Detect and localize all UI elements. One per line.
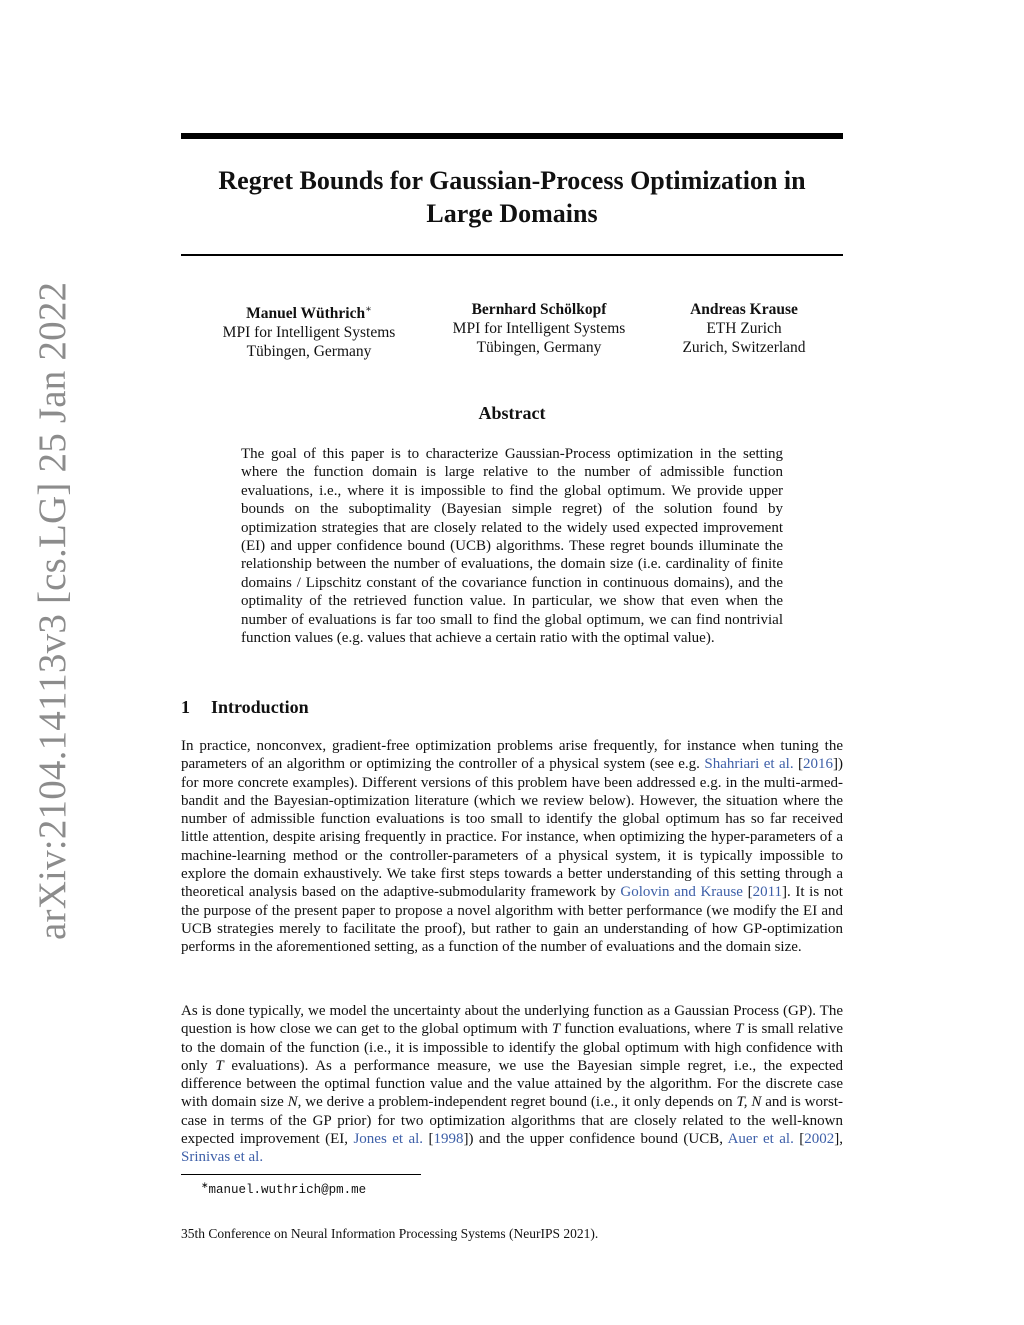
text-run: and is worst-case in terms of the GP prior) for two optimization algorithms that are closely related to the well-known expected improvement (EI, [181,1094,844,1148]
author-1 [211,300,407,361]
author-name: Bernhard Schölkopf [471,301,607,318]
citation-link[interactable]: Shahriari et al. [704,756,794,773]
math-symbol: T [735,1021,744,1038]
title-line-1: Regret Bounds for Gaussian-Process Optimization in [218,166,806,195]
author-footnote-mark: ∗ [365,304,372,315]
title-line-2: Large Domains [426,199,598,228]
text-run: As is done typically, we model the uncertainty about the underlying function as a Gaussian Process (GP). The question is how close we can get to the global optimum with [181,1003,843,1038]
citation-link[interactable]: Jones et al. [353,1131,424,1148]
author-2 [441,300,637,357]
title-bottom-rule [181,254,843,256]
math-symbol: T [215,1057,224,1074]
author-name: Andreas Krause [690,301,798,318]
abstract-heading: Abstract [478,403,546,423]
arxiv-identifier-stamp: arXiv:2104.14113v3 [cs.LG] 25 Jan 2022 [31,281,74,940]
author-3 [669,300,819,357]
text-run: ]) for more concrete examples). Different versions of this problem have been addressed e.g. in the multi-armed-bandit and the Bayesian-optimization literature (which we review below). However, the situation where the number of admissible function evaluations is too small to identify the global optimum has so far received little attention, despite arising frequently in practice. For instance, when optimizing the hyper-parameters of a machine-learning method or the controller-parameters of a physical system, it is typically impossible to explore the domain exhaustively. We take first steps towards a better understanding of this setting through a theoretical analysis based on the adaptive-submodularity framework by [181,756,843,901]
text-run: [ [793,1131,805,1148]
footnote-email-link[interactable]: manuel.wuthrich@pm.me [208,1183,367,1198]
text-run: ]) and the upper confidence bound (UCB, [463,1131,728,1148]
text-run: [ [742,884,753,901]
citation-year-link[interactable]: 2016 [803,756,833,773]
citation-year-link[interactable]: 2011 [752,884,783,901]
text-run: , we derive a problem-independent regret bound (i.e., it only depends on [297,1094,737,1111]
text-run: In practice, nonconvex, gradient-free optimization problems arise frequently, for instance when tuning the parameters of an algorithm or optimizing the controller of a physical system (see e.g. [181,738,843,773]
text-run: is small relative to the domain of the function (i.e., it is impossible to identify the global optimum with high confidence with only [181,1021,843,1074]
paper-title [181,164,843,230]
section-title: Introduction [211,697,309,717]
citation-year-link[interactable]: 1998 [433,1131,464,1148]
text-run: [ [793,756,803,773]
conference-note: 35th Conference on Neural Information Processing Systems (NeurIPS 2021). [181,1226,599,1241]
footnote-rule [181,1174,421,1175]
text-run: function evaluations, where [560,1021,736,1038]
text-run: evaluations). As a performance measure, we use the Bayesian simple regret, i.e., the expected difference between the optimal function value and the value attained by the algorithm. For the discrete case with domain size [181,1057,844,1111]
math-symbol: T [551,1021,561,1038]
author-location: Zurich, Switzerland [682,339,806,356]
citation-year-link[interactable]: 2002 [804,1131,835,1148]
intro-paragraph-1 [181,737,843,957]
text-run: ]. It is not the purpose of the present paper to propose a novel algorithm with better performance (we modify the EI and UCB strategies merely to facilitate the proof), but rather to gain an understanding of how GP-optimization performs in the aforementioned setting, as a function of the number of evaluations and the domain size. [181,884,843,956]
author-location: Tübingen, Germany [476,339,602,356]
author-affiliation: MPI for Intelligent Systems [222,324,396,342]
section-number: 1 [181,697,190,717]
author-name: Manuel Wüthrich [246,305,366,323]
text-run: ], [834,1131,843,1148]
math-symbol: N [287,1094,298,1111]
intro-paragraph-2 [181,1002,843,1167]
author-location: Tübingen, Germany [246,343,372,361]
section-heading-introduction [181,697,309,718]
author-affiliation: MPI for Intelligent Systems [452,320,626,337]
text-run: [ [423,1131,434,1148]
citation-link[interactable]: Auer et al. [727,1131,794,1148]
math-symbol: T, N [736,1094,762,1111]
footnote-mark: ∗ [201,1180,209,1190]
citation-link[interactable]: Srinivas et al. [181,1149,264,1166]
abstract-text: The goal of this paper is to characterize Gaussian-Process optimization in the setting where the function domain is large relative to the number of admissible function evaluations, i.e., where it is impossible to find the global optimum. We provide upper bounds on the suboptimality (Bayesian simple regret) of the solution found by optimization strategies that are closely related to the widely used expected improvement (EI) and upper confidence bound (UCB) algorithms. These regret bounds illuminate the relationship between the number of evaluations, the domain size (i.e. cardinality of finite domains / Lipschitz constant of the covariance function in continuous domains), and the optimality of the retrieved function value. In particular, we show that even when the number of evaluations is far too small to find the global optimum, we can find nontrivial function values (e.g. values that achieve a certain ratio with the optimal value). [241,446,783,647]
footnote [201,1180,366,1197]
citation-link[interactable]: Golovin and Krause [620,884,743,901]
author-affiliation: ETH Zurich [706,320,782,337]
title-top-rule [181,133,843,139]
